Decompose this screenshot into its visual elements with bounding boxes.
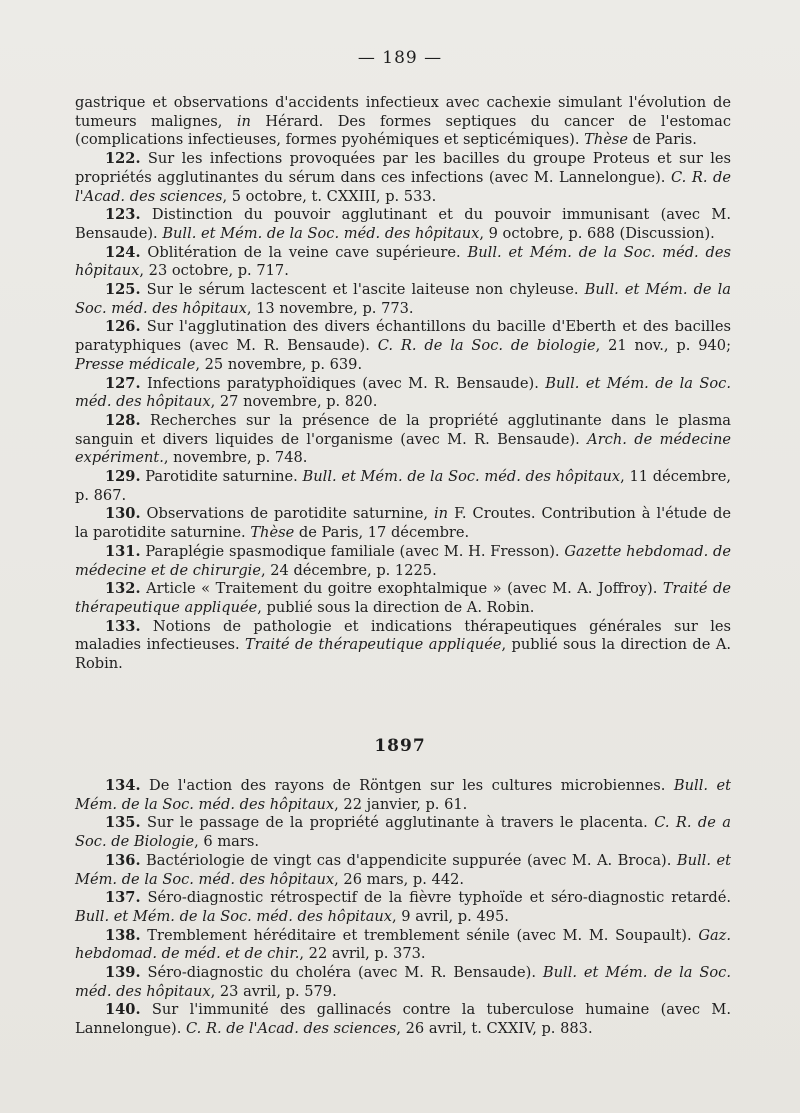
entry-text: , 13 novembre, p. 773. xyxy=(246,299,414,317)
entry-number: 140. xyxy=(105,1001,141,1019)
entry-text: , 9 avril, p. 495. xyxy=(392,907,509,925)
bibliography-entry xyxy=(75,580,731,617)
entry-text: Séro-diagnostic du choléra (avec M. R. Bensaude). xyxy=(140,964,543,982)
citation-text: Bull. et Mém. de la Soc. méd. des hôpitaux xyxy=(75,777,731,813)
bibliography-entry xyxy=(75,777,731,814)
citation-text: Traité de thérapeutique appliquée xyxy=(75,580,731,616)
citation-text: Gazette hebdomad. de médecine et de chirurgie xyxy=(75,542,731,579)
citation-text: Bull. et Mém. de la Soc. méd. des hôpitaux xyxy=(162,224,480,242)
entry-text: Sur les infections provoquées par les bacilles du groupe Proteus et sur les propriétés agglutinantes du sérum dans ces infections (avec M. Lannelongue). xyxy=(75,150,731,186)
citation-text: Bull. et Mém. de la Soc. méd. des hôpitaux xyxy=(75,374,731,411)
entry-text: De l'action des rayons de Röntgen sur les cultures microbiennes. xyxy=(140,777,674,794)
bibliography-entry xyxy=(75,964,731,1001)
citation-text: C. R. de la Soc. de biologie xyxy=(377,337,596,355)
entry-text: , 25 novembre, p. 639. xyxy=(195,355,363,373)
bibliography-entry xyxy=(75,852,731,889)
bibliography-entry xyxy=(75,468,731,505)
citation-text: Thèse xyxy=(584,131,629,149)
bibliography-entry xyxy=(75,618,731,674)
citation-text: Presse médicale xyxy=(75,355,196,373)
entry-text: , publié sous la direction de A. Robin. xyxy=(75,636,731,673)
entry-number: 133. xyxy=(105,617,141,635)
entry-text: Distinction du pouvoir agglutinant et du pouvoir immunisant (avec M. Bensaude). xyxy=(75,206,731,242)
entry-number: 134. xyxy=(105,777,141,794)
entry-text: Parotidite saturnine. xyxy=(140,468,303,486)
citation-text: Traité de thérapeutique appliquée xyxy=(245,636,502,654)
citation-text: C. R. de a Soc. de Biologie xyxy=(75,814,731,851)
bibliography-entry xyxy=(75,281,731,318)
entry-text: Article « Traitement du goitre exophtalmique » (avec M. A. Joffroy). xyxy=(140,580,663,598)
entry-text: Oblitération de la veine cave supérieure. xyxy=(140,243,468,261)
citation-text: Bull. et Mém. de la Soc. méd. des hôpitaux xyxy=(75,907,393,925)
bibliography-entry xyxy=(75,150,731,206)
entry-text: , novembre, p. 748. xyxy=(163,449,308,467)
entry-text: , 6 mars. xyxy=(194,833,259,851)
entry-number: 125. xyxy=(105,281,141,299)
bibliography-entry xyxy=(75,318,731,374)
entry-text: Infections paratyphoïdiques (avec M. R. Bensaude). xyxy=(140,374,546,392)
entry-text: , 5 octobre, t. CXXIII, p. 533. xyxy=(222,187,437,205)
citation-text: Thèse xyxy=(250,524,295,542)
entry-text: Sur l'immunité des gallinacés contre la tuberculose humaine (avec M. Lannelongue). xyxy=(75,1001,731,1038)
entry-text: Paraplégie spasmodique familiale (avec M. H. Fresson). xyxy=(140,542,565,560)
entry-number: 136. xyxy=(105,851,141,869)
citation-text: Gaz. hebdomad. de méd. et de chir. xyxy=(75,926,731,963)
entry-text: , 11 décembre, p. 867. xyxy=(75,468,731,504)
citation-text: Bull. et Mém. de la Soc. méd. des hôpitaux xyxy=(75,964,731,1000)
continued-entry xyxy=(75,94,731,150)
entry-text: , 27 novembre, p. 820. xyxy=(210,393,378,411)
bibliography-entry xyxy=(75,543,731,580)
entry-list-1896 xyxy=(75,150,731,674)
page-number: — 189 — xyxy=(357,48,443,68)
citation-text: in xyxy=(236,112,251,130)
entry-text: , 26 mars, p. 442. xyxy=(334,870,465,888)
bibliography-entry xyxy=(75,814,731,851)
citation-text: in xyxy=(434,505,449,523)
entry-text: , 22 avril, p. 373. xyxy=(299,945,426,963)
entry-text: Séro-diagnostic rétrospectif de la fièvre typhoïde et séro-diagnostic retardé. xyxy=(140,889,731,907)
entry-text: Notions de pathologie et indications thérapeutiques générales sur les maladies infectieuses. xyxy=(75,617,731,654)
entry-number: 137. xyxy=(105,889,141,907)
entry-text: Sur l'agglutination des divers échantillons du bacille d'Eberth et des bacilles paratyphiques (avec M. R. Bensaude). xyxy=(75,318,731,355)
entry-number: 123. xyxy=(105,206,141,224)
entry-text: Sur le passage de la propriété agglutinante à travers le placenta. xyxy=(140,814,655,832)
bibliography-entry xyxy=(75,1001,731,1038)
citation-text: Bull. et Mém. de la Soc. méd. des hôpitaux xyxy=(75,851,731,888)
entry-list-1897 xyxy=(75,777,731,1039)
citation-text: Bull. et Mém. de la Soc. méd. des hôpitaux xyxy=(302,468,621,486)
entry-number: 139. xyxy=(105,964,141,982)
bibliography-section-1896 xyxy=(75,94,731,674)
entry-text: , 9 octobre, p. 688 (Discussion). xyxy=(479,224,715,242)
citation-text: C. R. de l'Acad. des sciences xyxy=(186,1020,397,1038)
bibliography-entry xyxy=(75,244,731,281)
entry-text: Observations de parotidite saturnine, xyxy=(140,505,435,523)
entry-text: Sur le sérum lactescent et l'ascite laiteuse non chyleuse. xyxy=(140,281,585,299)
entry-text: , 24 décembre, p. 1225. xyxy=(260,561,437,579)
citation-text: Bull. et Mém. de la Soc. méd. des hôpitaux xyxy=(75,281,731,317)
entry-text: Tremblement héréditaire et tremblement sénile (avec M. M. Soupault). xyxy=(140,926,699,944)
entry-text: de Paris. xyxy=(628,131,697,149)
citation-text: Arch. de médecine expériment. xyxy=(75,430,731,467)
entry-number: 132. xyxy=(105,580,141,598)
entry-number: 124. xyxy=(105,243,141,261)
entry-text: Hérard. Des formes septiques du cancer de l'estomac (complications infectieuses, formes pyohémiques et septicémiques). xyxy=(75,112,731,149)
entry-number: 127. xyxy=(105,374,141,392)
bibliography-entry xyxy=(75,206,731,243)
entry-text: F. Croutes. Contribution à l'étude de la parotidite saturnine. xyxy=(75,505,731,542)
bibliography-entry xyxy=(75,927,731,964)
bibliography-entry xyxy=(75,375,731,412)
bibliography-entry xyxy=(75,412,731,468)
entry-text: , 23 avril, p. 579. xyxy=(210,982,337,1000)
entry-text: , 26 avril, t. CXXIV, p. 883. xyxy=(396,1020,593,1038)
citation-text: Bull. et Mém. de la Soc. méd. des hôpitaux xyxy=(75,243,732,280)
bibliography-entry xyxy=(75,889,731,926)
entry-text: de Paris, 17 décembre. xyxy=(294,524,470,542)
entry-number: 128. xyxy=(105,411,141,429)
entry-number: 122. xyxy=(105,150,141,168)
entry-text: gastrique et observations d'accidents infectieux avec cachexie simulant l'évolution de tumeurs malignes, xyxy=(75,94,731,130)
entry-text: Recherches sur la présence de la propriété agglutinante dans le plasma sanguin et divers liquides de l'organisme (avec M. R. Bensaude). xyxy=(75,411,731,448)
entry-number: 130. xyxy=(105,505,141,523)
entry-number: 126. xyxy=(105,318,141,336)
entry-text: Bactériologie de vingt cas d'appendicite suppurée (avec M. A. Broca). xyxy=(140,851,677,869)
entry-text: , 23 octobre, p. 717. xyxy=(139,262,289,280)
citation-text: C. R. de l'Acad. des sciences xyxy=(75,168,732,205)
entry-text: , 21 nov., p. 940; xyxy=(595,337,732,355)
bibliography-entry xyxy=(75,505,731,542)
entry-number: 138. xyxy=(105,926,141,944)
bibliography-section-1897 xyxy=(75,777,731,1039)
entry-text: , publié sous la direction de A. Robin. xyxy=(257,598,535,616)
entry-number: 135. xyxy=(105,814,141,832)
entry-number: 129. xyxy=(105,468,141,486)
entry-text: , 22 janvier, p. 61. xyxy=(334,795,468,813)
entry-number: 131. xyxy=(105,542,141,560)
year-heading: 1897 xyxy=(374,736,426,756)
